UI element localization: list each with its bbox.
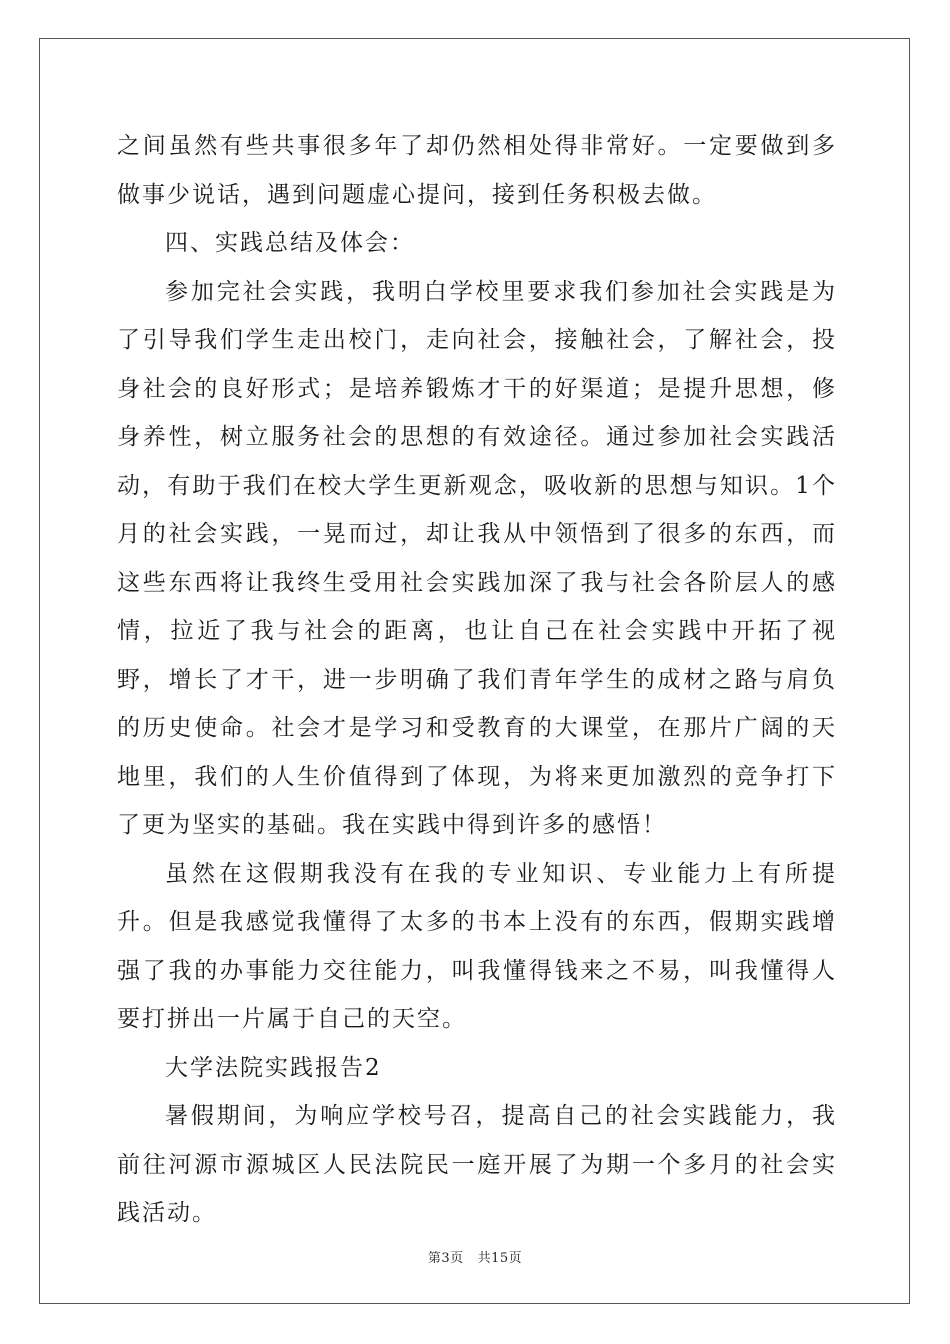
- paragraph: 暑假期间，为响应学校号召，提高自己的社会实践能力，我前往河源市源城区人民法院民一庭开展了为期一个多月的社会实践活动。: [117, 1103, 837, 1226]
- report-title: 大学法院实践报告2: [165, 1054, 382, 1081]
- section-heading: 四、实践总结及体会：: [165, 230, 415, 256]
- page-footer: [0, 1247, 950, 1266]
- paragraph-continuation: 之间虽然有些共事很多年了却仍然相处得非常好。一定要做到多做事少说话，遇到问题虚心提问，接到任务积极去做。: [117, 133, 837, 208]
- document-body: [117, 122, 837, 1238]
- page-total: 共15页: [477, 1251, 523, 1266]
- page-number: 第3页: [427, 1251, 464, 1266]
- paragraph: 虽然在这假期我没有在我的专业知识、专业能力上有所提升。但是我感觉我懂得了太多的书本上没有的东西，假期实践增强了我的办事能力交往能力，叫我懂得钱来之不易，叫我懂得人要打拼出一片属于自己的天空。: [117, 860, 837, 1032]
- paragraph: 参加完社会实践，我明白学校里要求我们参加社会实践是为了引导我们学生走出校门，走向社会，接触社会，了解社会，投身社会的良好形式；是培养锻炼才干的好渠道；是提升思想，修身养性，树立服务社会的思想的有效途径。通过参加社会实践活动，有助于我们在校大学生更新观念，吸收新的思想与知识。1个月的社会实践，一晃而过，却让我从中领悟到了很多的东西，而这些东西将让我终生受用社会实践加深了我与社会各阶层人的感情，拉近了我与社会的距离，也让自己在社会实践中开拓了视野，增长了才干，进一步明确了我们青年学生的成材之路与肩负的历史使命。社会才是学习和受教育的大课堂，在那片广阔的天地里，我们的人生价值得到了体现，为将来更加激烈的竞争打下了更为坚实的基础。我在实践中得到许多的感悟！: [117, 278, 837, 838]
